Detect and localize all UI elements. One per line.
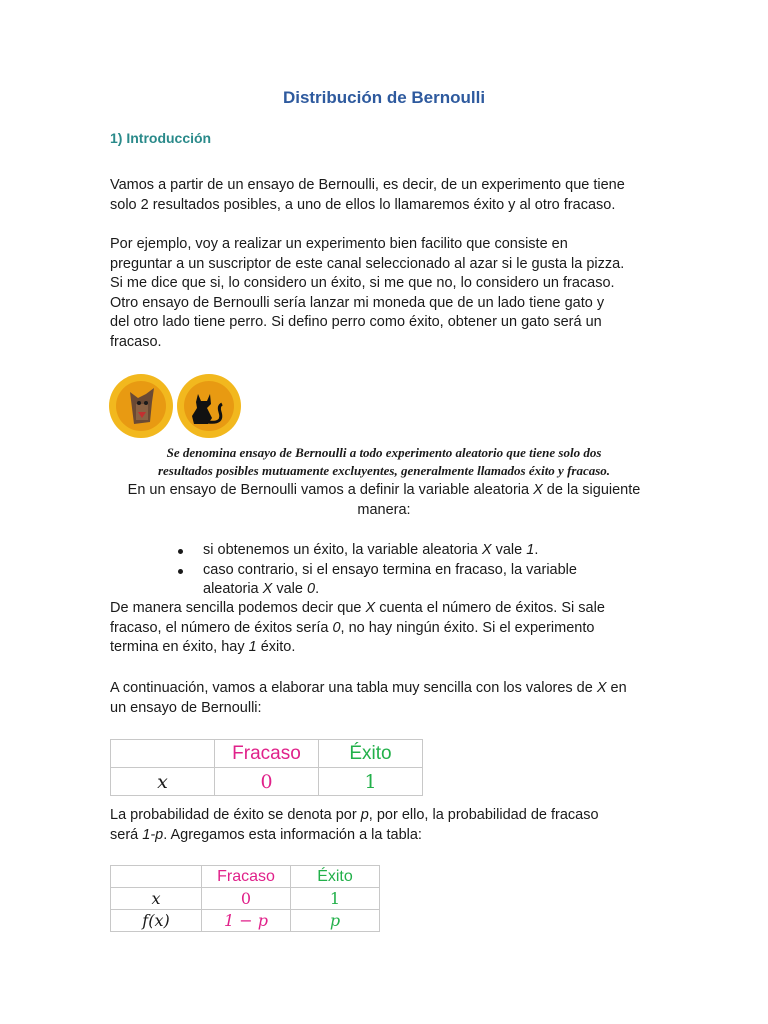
text-line (110, 638, 658, 658)
variable-x: X (481, 542, 492, 558)
quote-line: Se denomina ensayo de Bernoulli a todo experimento aleatorio que tiene solo dos (166, 445, 602, 460)
text-line: Otro ensayo de Bernoulli sería lanzar mi moneda que de un lado tiene gato y (110, 294, 605, 311)
text-line: Si me dice que si, lo considero un éxito, si me que no, lo considero un fracaso. (110, 275, 615, 292)
text: de la siguiente (542, 482, 641, 498)
table-row (111, 740, 423, 768)
bullet-icon (178, 549, 183, 554)
row-label-x: x (111, 888, 202, 910)
table-cell: 1 (319, 768, 423, 796)
text: cuenta el número de éxitos. Si sale (375, 600, 605, 616)
paragraph-table-intro (110, 679, 658, 718)
text-line: manera: (357, 501, 411, 518)
text-line (110, 679, 658, 699)
quote-line: resultados posibles mutuamente excluyentes, generalmente llamados éxito y fracaso. (157, 463, 611, 478)
text: , no hay ningún éxito. Si el experimento (340, 619, 595, 636)
text: De manera sencilla podemos decir que (110, 600, 366, 616)
text: La probabilidad de éxito se denota por (110, 807, 361, 823)
text: fracaso, el número de éxitos sería (110, 619, 333, 636)
text: termina en éxito, hay (110, 639, 249, 656)
text-line: preguntar a un suscriptor de este canal seleccionado al azar si le gusta la pizza. (110, 255, 625, 272)
text-line (100, 481, 668, 501)
text: . (315, 581, 320, 598)
paragraph-count (110, 599, 658, 658)
table-cell: 0 (202, 888, 291, 910)
text: En un ensayo de Bernoulli vamos a definir la variable aleatoria (127, 482, 534, 498)
table-row (111, 768, 423, 796)
table-row (111, 910, 380, 932)
text-line (110, 826, 658, 846)
table-row (111, 866, 380, 888)
text: aleatoria (203, 581, 263, 598)
header-exito: Éxito (319, 740, 423, 768)
definition-quote (100, 444, 668, 480)
text: caso contrario, si el ensayo termina en fracaso, la variable (203, 561, 577, 578)
paragraph-probability (110, 806, 658, 845)
text: será (110, 826, 143, 843)
row-label-fx: f(x) (111, 910, 202, 932)
paragraph-intro (110, 176, 658, 215)
text: si obtenemos un éxito, la variable aleatoria (203, 542, 482, 558)
dog-coin-icon (109, 374, 173, 438)
paragraph-example (110, 235, 658, 353)
row-label-x: x (111, 768, 215, 796)
coins-image (108, 374, 248, 438)
probability-table (110, 865, 380, 932)
variable-x: X (596, 680, 607, 696)
page-title: Distribución de Bernoulli (282, 88, 486, 107)
text: en (606, 680, 627, 696)
value: 1-p (142, 826, 164, 843)
text: . (534, 542, 539, 558)
value: 1 (526, 542, 535, 558)
header-fracaso: Fracaso (215, 740, 319, 768)
text-line: un ensayo de Bernoulli: (110, 699, 262, 716)
value: 1 (248, 639, 257, 656)
text-line: fracaso. (110, 333, 162, 350)
values-table (110, 739, 423, 796)
header-fracaso: Fracaso (202, 866, 291, 888)
text: , por ello, la probabilidad de fracaso (368, 807, 599, 823)
list-item (176, 561, 636, 600)
text-line (110, 599, 658, 619)
text: vale (272, 581, 307, 598)
text: . Agregamos esta información a la tabla: (163, 826, 422, 843)
table-row (111, 888, 380, 910)
header-exito: Éxito (291, 866, 380, 888)
table-cell: p (291, 910, 380, 932)
table-cell (111, 866, 202, 888)
section-heading-introduccion: 1) Introducción (110, 130, 212, 146)
paragraph-definition (100, 481, 668, 520)
cat-coin-icon (177, 374, 241, 438)
bullet-icon (178, 569, 183, 574)
table-cell: 0 (215, 768, 319, 796)
text: vale (491, 542, 527, 558)
variable-x: X (533, 482, 543, 498)
list-item (176, 541, 636, 561)
text-line: solo 2 resultados posibles, a uno de ellos lo llamaremos éxito y al otro fracaso. (110, 196, 616, 213)
text-line: Por ejemplo, voy a realizar un experimento bien facilito que consiste en (110, 236, 568, 252)
bullet-list (176, 541, 636, 600)
text-line (110, 806, 658, 826)
text-line: Vamos a partir de un ensayo de Bernoulli, es decir, de un experimento que tiene (110, 177, 625, 193)
variable-x: X (365, 600, 376, 616)
variable-p: p (360, 807, 369, 823)
value: 0 (307, 581, 316, 598)
value: 0 (332, 619, 341, 636)
table-cell (111, 740, 215, 768)
variable-x: X (262, 581, 273, 598)
text-line: del otro lado tiene perro. Si defino perro como éxito, obtener un gato será un (110, 314, 602, 331)
text: éxito. (256, 639, 296, 656)
table-cell: 1 (291, 888, 380, 910)
text: A continuación, vamos a elaborar una tabla muy sencilla con los valores de (110, 680, 597, 696)
table-cell: 1 − p (202, 910, 291, 932)
text-line (110, 619, 658, 639)
